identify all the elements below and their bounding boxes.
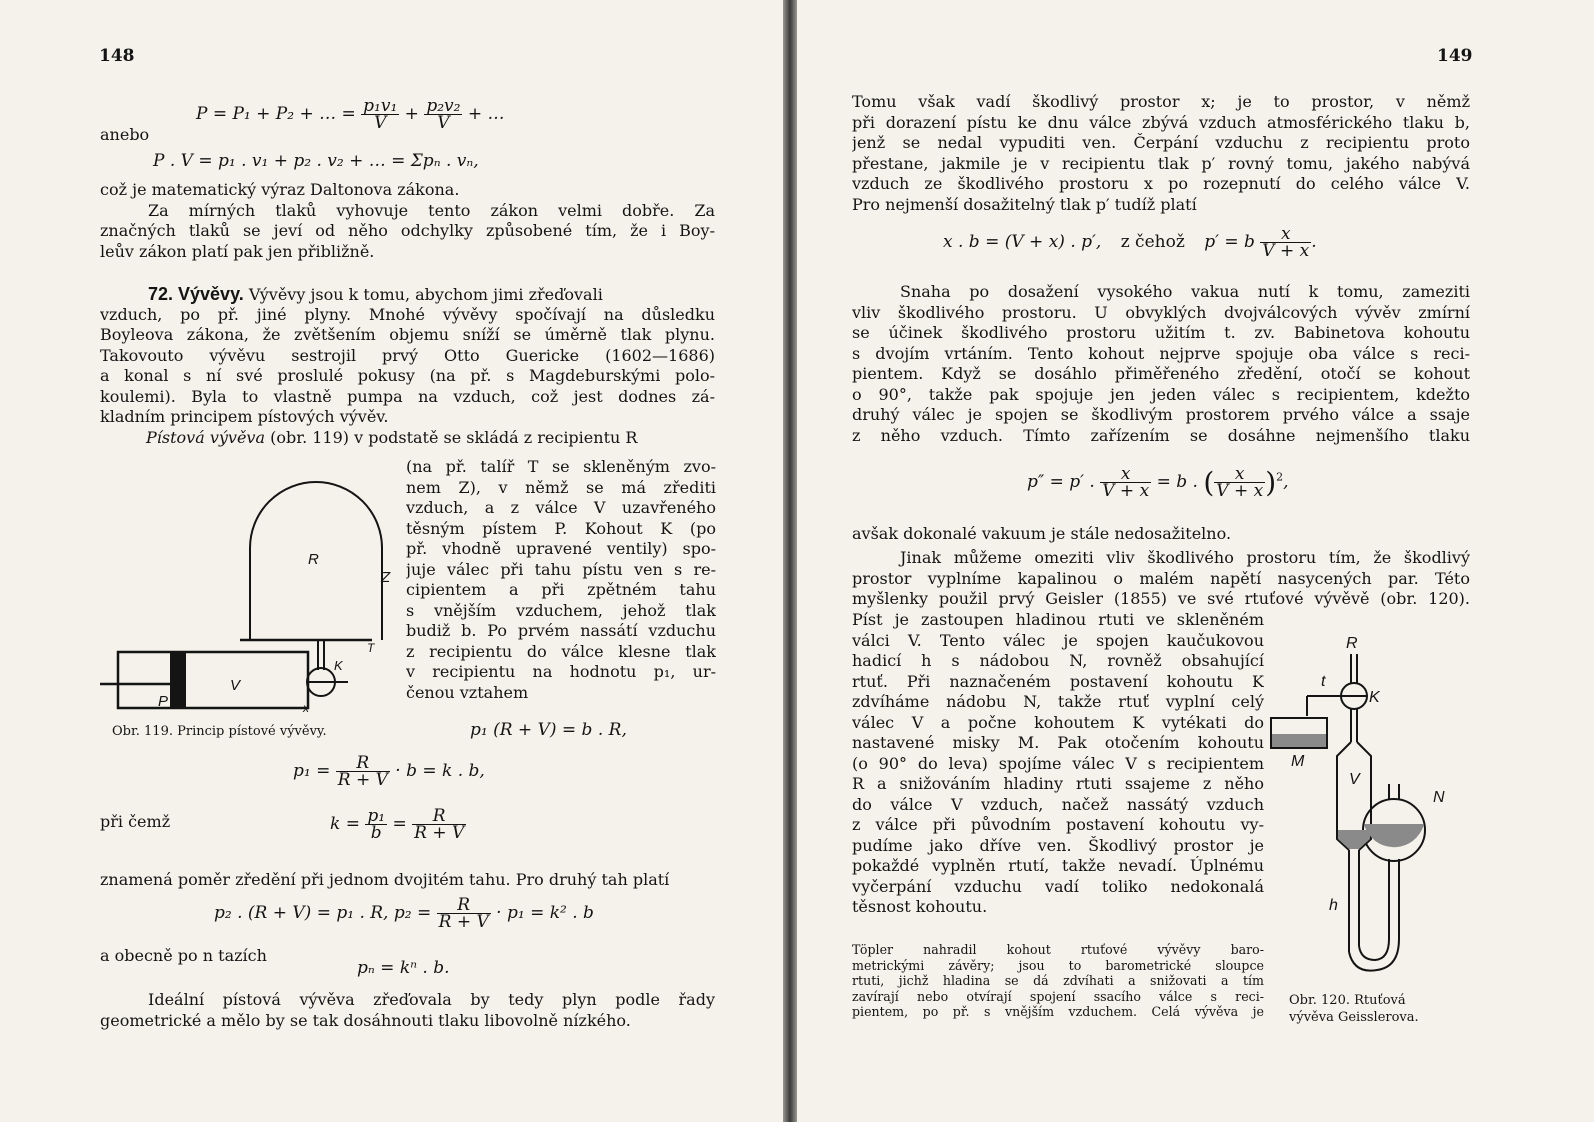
eq-tail: + … bbox=[462, 104, 505, 124]
text-line: př. vhodně upravené ventily) spo- bbox=[406, 539, 716, 558]
text-line: Boyleova zákona, že zvětšením objemu sníží se úměrně tlak plynu. bbox=[100, 325, 715, 344]
eq-lhs: P = P₁ + P₂ + … = bbox=[196, 104, 362, 124]
label-t: t bbox=[1321, 673, 1326, 690]
label-K: K bbox=[334, 658, 343, 673]
label-M: M bbox=[1291, 753, 1305, 770]
label-x: x bbox=[303, 701, 309, 715]
eq-tail: , bbox=[1283, 472, 1289, 492]
text-line: rtuť. Při naznačeném postavení kohoutu K bbox=[852, 671, 1264, 691]
numerator: x bbox=[1260, 226, 1311, 243]
eq-tail: · b = k . b, bbox=[389, 761, 485, 781]
idealni-paragraph bbox=[100, 990, 715, 1031]
text-line: geometrické a mělo by se tak dosáhnouti tlaku libovolně nízkého. bbox=[100, 1010, 631, 1030]
text-line: koulemi). Byla to vlastně pumpa na vzduch, což jest dodnes zá- bbox=[100, 386, 715, 406]
mercury-in-dish bbox=[1272, 734, 1326, 747]
denominator: V + x bbox=[1262, 241, 1310, 261]
text-line: druhý válec je spojen se škodlivým prostorem prvého válce a ssaje bbox=[852, 405, 1470, 424]
figure-120-geissler-pump bbox=[1267, 634, 1477, 984]
label-h: h bbox=[1329, 897, 1338, 914]
fraction bbox=[1260, 226, 1311, 259]
text-line: (obr. 119) v podstatě se skládá z recipientu R bbox=[264, 427, 638, 447]
pistova-wrap-text bbox=[406, 457, 716, 703]
text-line: nem Z), v němž se má zřediti bbox=[406, 477, 716, 497]
eq-lhs: p₁ = bbox=[293, 761, 336, 781]
obecne-line: a obecně po n tazích bbox=[100, 946, 267, 965]
text-line: o 90°, takže pak spojuje jen jeden válec s recipientem, kdežto bbox=[852, 384, 1470, 404]
label-N: N bbox=[1433, 789, 1445, 806]
avsak-line: avšak dokonalé vakuum je stále nedosažitelno. bbox=[852, 524, 1232, 543]
topler-note bbox=[852, 942, 1264, 1020]
text-line: (o 90° do leva) spojíme válec V s recipientem bbox=[852, 753, 1264, 773]
text-line: rtuti, jichž hladina se dá zdvíhati a snižovati a tím bbox=[852, 973, 1264, 988]
text-line: Snaha po dosažení vysokého vakua nutí k tomu, zameziti bbox=[900, 282, 1470, 301]
figure-119-piston-pump bbox=[100, 470, 400, 722]
text-line: Takovouto vývěvu sestrojil prvý Otto Guericke (1602—1686) bbox=[100, 345, 715, 365]
text-line: budiž b. Po prvém nassátí vzduchu bbox=[406, 621, 716, 640]
text-line: Za mírných tlaků vyhovuje tento zákon velmi dobře. Za bbox=[148, 200, 715, 220]
text-line: zdvíháme nádobu N, takže rtuť vyplní celý bbox=[852, 692, 1264, 711]
text-line: myšlenky použil prvý Geisler (1855) ve své rtuťové vývěvě (obr. 120). bbox=[852, 589, 1470, 608]
eq-mid: = bbox=[387, 814, 413, 834]
skodlivy-prostor-paragraph bbox=[852, 92, 1470, 215]
equation-k bbox=[330, 808, 466, 841]
numerator: p₁ bbox=[367, 806, 386, 826]
caption-line: vývěva Geisslerova. bbox=[1289, 1010, 1419, 1025]
text-line: do válce V vzduch, načež nassátý vzduch bbox=[852, 794, 1264, 814]
anebo-label: anebo bbox=[100, 125, 150, 144]
page-number: 148 bbox=[99, 46, 135, 66]
text-line: přestane, jakmile je v recipientu tlak p′ rovný tomu, jakého nabývá bbox=[852, 153, 1470, 173]
equation-xb bbox=[943, 226, 1317, 259]
text-line: vzduch, po př. jiné plyny. Mnohé vývěvy spočívají na důsledku bbox=[100, 304, 715, 324]
equation-dalton-sum bbox=[196, 98, 505, 131]
numerator: p₂v₂ bbox=[426, 96, 461, 116]
text-line: se účinek škodlivého prostoru užitím t. zv. Babinetova kohoutu bbox=[852, 323, 1470, 342]
text-line: pokaždé vyplněn rtutí, takže nevadí. Úplnému bbox=[852, 856, 1264, 875]
label-V: V bbox=[1349, 771, 1360, 788]
text-line: (na př. talíř T se skleněným zvo- bbox=[406, 457, 716, 476]
text-line: při dorazení pístu ke dnu válce zbývá vzduch atmosférického tlaku b, bbox=[852, 112, 1470, 132]
text-line: Pro nejmenší dosažitelný tlak p′ tudíž platí bbox=[852, 194, 1197, 214]
geisler-paragraph bbox=[852, 548, 1470, 610]
equation-p-double-prime bbox=[1027, 466, 1289, 499]
denominator: b bbox=[370, 823, 382, 843]
piston-shape bbox=[170, 652, 186, 708]
label-Z: Z bbox=[381, 569, 391, 586]
label-P: P bbox=[158, 693, 169, 710]
text-line: pientem. Když se dosáhlo přiměřeného zředění, otočí se kohout bbox=[852, 364, 1470, 383]
eq-tail: . bbox=[1311, 232, 1317, 252]
numerator: x bbox=[1100, 466, 1151, 483]
denominator: R + V bbox=[337, 770, 388, 790]
text-line: metrickými závěry; jsou to barometrické sloupce bbox=[852, 957, 1264, 973]
text-line: z něho vzduch. Tímto zařízením se dosáhne nejmenšího tlaku bbox=[852, 425, 1470, 445]
text-line: prostor vyplníme kapalinou o malém napětí nasycených par. Této bbox=[852, 568, 1470, 588]
mercury-in-cylinder bbox=[1338, 830, 1370, 849]
pistova-term: Pístová vývěva bbox=[146, 427, 265, 447]
right-page bbox=[797, 0, 1594, 1122]
numerator: R bbox=[412, 808, 466, 825]
eq-connector: z čehož bbox=[1120, 232, 1185, 252]
text-line: značných tlaků se jeví od něho odchylky způsobené tím, že i Boy- bbox=[100, 221, 715, 240]
equation-p1-R: p₁ (R + V) = b . R, bbox=[470, 720, 627, 740]
text-line: juje válec při tahu pístu ven s re- bbox=[406, 559, 716, 579]
eq-rhs: p′ = b bbox=[1204, 232, 1261, 252]
text-line: těsnost kohoutu. bbox=[852, 897, 988, 916]
fraction bbox=[1100, 466, 1151, 499]
text-line: hadicí h s nádobou N, rovněž obsahující bbox=[852, 651, 1264, 670]
page-number: 149 bbox=[1437, 46, 1473, 66]
u-tube bbox=[1349, 859, 1399, 971]
label-R: R bbox=[1346, 635, 1358, 652]
text-line: a konal s ní své proslulé pokusy (na př. s Magdeburskými polo- bbox=[100, 366, 715, 385]
geisler-wrap-text bbox=[852, 610, 1264, 918]
numerator: R bbox=[437, 897, 491, 914]
figure-119-caption: Obr. 119. Princip pístové vývěvy. bbox=[112, 724, 327, 739]
pistova-line bbox=[100, 428, 715, 449]
exponent: 2 bbox=[1276, 470, 1284, 484]
text-line: což je matematický výraz Daltonova zákona. bbox=[100, 180, 460, 199]
text-line: s vnějším vzduchem, jehož tlak bbox=[406, 600, 716, 620]
text-line: vzduch ze škodlivého prostoru x po rozepnutí do celého válce V. bbox=[852, 174, 1470, 193]
znamena-line: znamená poměr zředění při jednom dvojitém tahu. Pro druhý tah platí bbox=[100, 870, 670, 889]
left-page bbox=[0, 0, 783, 1122]
text-line: Vývěvy jsou k tomu, abychom jimi zřeďovali bbox=[243, 285, 603, 304]
text-line: Tomu však vadí škodlivý prostor x; je to prostor, v němž bbox=[852, 92, 1470, 111]
label-T: T bbox=[367, 641, 375, 655]
fraction bbox=[336, 755, 390, 788]
text-line: čenou vztahem bbox=[406, 682, 529, 702]
equation-p1 bbox=[293, 755, 485, 788]
babinet-paragraph bbox=[852, 282, 1470, 446]
denominator: V bbox=[374, 113, 387, 133]
paren-open: ( bbox=[1203, 466, 1215, 499]
eq-tail: · p₁ = k² . b bbox=[490, 903, 594, 923]
text-line: jenž se nedal vypuditi ven. Čerpání vzduchu z recipientu proto bbox=[852, 133, 1470, 152]
denominator: V + x bbox=[1102, 481, 1150, 501]
text-line: vliv škodlivého prostoru. U obvyklých dvojválcových vývěv zmírní bbox=[852, 302, 1470, 322]
numerator: p₁v₁ bbox=[363, 96, 398, 116]
label-V: V bbox=[230, 677, 241, 694]
text-line: válec V a počne kohoutem K vytékati do bbox=[852, 712, 1264, 732]
text-line: s dvojím vrtáním. Tento kohout nejprve spojuje oba válce s reci- bbox=[852, 343, 1470, 363]
dalton-paragraph bbox=[100, 180, 715, 262]
text-line: zavírají nebo otvírají spojení ssacího válce s reci- bbox=[852, 988, 1264, 1004]
denominator: R + V bbox=[414, 823, 465, 843]
denominator: V + x bbox=[1216, 481, 1264, 501]
label-K: K bbox=[1369, 689, 1380, 706]
text-line: leův zákon platí pak jen přibližně. bbox=[100, 241, 375, 261]
text-line: z recipientu do válce klesne tlak bbox=[406, 641, 716, 661]
figure-120-caption bbox=[1289, 992, 1419, 1026]
eq-mid: = b . bbox=[1151, 472, 1204, 492]
section-heading: 72. Vývěvy. bbox=[148, 284, 244, 304]
denominator: V bbox=[437, 113, 450, 133]
text-line: z válce při původním postavení kohoutu vy- bbox=[852, 815, 1264, 834]
text-line: kladním principem pístových vývěv. bbox=[100, 407, 389, 426]
text-line: vyčerpání vzduchu vadí toliko nedokonalá bbox=[852, 876, 1264, 896]
text-line: v recipientu na hodnotu p₁, ur- bbox=[406, 662, 716, 681]
text-line: Ideální pístová vývěva zřeďovala by tedy plyn podle řady bbox=[148, 990, 715, 1009]
fraction bbox=[424, 98, 462, 131]
eq-plus: + bbox=[399, 104, 425, 124]
text-line: cipientem a při zpětném tahu bbox=[406, 580, 716, 599]
section-first-line bbox=[100, 284, 715, 305]
text-line: vzduch, a z válce V uzavřeného bbox=[406, 498, 716, 517]
eq-lhs: p″ = p′ . bbox=[1027, 472, 1101, 492]
fraction bbox=[365, 808, 387, 841]
cylinder-shape bbox=[118, 652, 308, 708]
paren-close: ) bbox=[1265, 466, 1277, 499]
text-line: pientem, po př. s vnějším vzduchem. Celá vývěva je bbox=[852, 1004, 1264, 1019]
caption-line: Obr. 120. Rtuťová bbox=[1289, 993, 1406, 1008]
text-line: Jinak můžeme omeziti vliv škodlivého prostoru tím, že škodlivý bbox=[900, 548, 1470, 567]
fraction bbox=[1214, 466, 1265, 499]
book-gutter bbox=[783, 0, 797, 1122]
fraction bbox=[412, 808, 466, 841]
text-line: těsným pístem P. Kohout K (po bbox=[406, 518, 716, 538]
mercury-in-reservoir bbox=[1364, 824, 1424, 847]
eq-lhs: k = bbox=[330, 814, 366, 834]
text-line: válci V. Tento válec je spojen kaučukovou bbox=[852, 630, 1264, 650]
equation-p2 bbox=[214, 897, 594, 930]
equation-pn: pₙ = kⁿ . b. bbox=[357, 958, 450, 978]
section-72 bbox=[100, 284, 715, 448]
text-line: Píst je zastoupen hladinou rtuti ve skleněném bbox=[852, 610, 1264, 629]
fraction bbox=[437, 897, 491, 930]
numerator: x bbox=[1214, 466, 1265, 483]
eq-lhs: x . b = (V + x) . p′, bbox=[943, 232, 1102, 252]
eq-lhs: p₂ . (R + V) = p₁ . R, p₂ = bbox=[214, 903, 437, 923]
text-line: Töpler nahradil kohout rtuťové vývěvy baro- bbox=[852, 942, 1264, 957]
equation-dalton-product: P . V = p₁ . v₁ + p₂ . v₂ + … = Σpₙ . vₙ, bbox=[153, 151, 479, 171]
label-R: R bbox=[308, 551, 319, 568]
text-line: pudíme jako dříve ven. Škodlivý prostor je bbox=[852, 835, 1264, 855]
text-line: nastavené misky M. Pak otočením kohoutu bbox=[852, 733, 1264, 752]
numerator: R bbox=[336, 755, 390, 772]
text-line: R a snižováním hladiny rtuti ssajeme z něho bbox=[852, 774, 1264, 793]
fraction bbox=[361, 98, 399, 131]
denominator: R + V bbox=[438, 912, 489, 932]
pri-cemz-label: při čemž bbox=[100, 812, 171, 831]
